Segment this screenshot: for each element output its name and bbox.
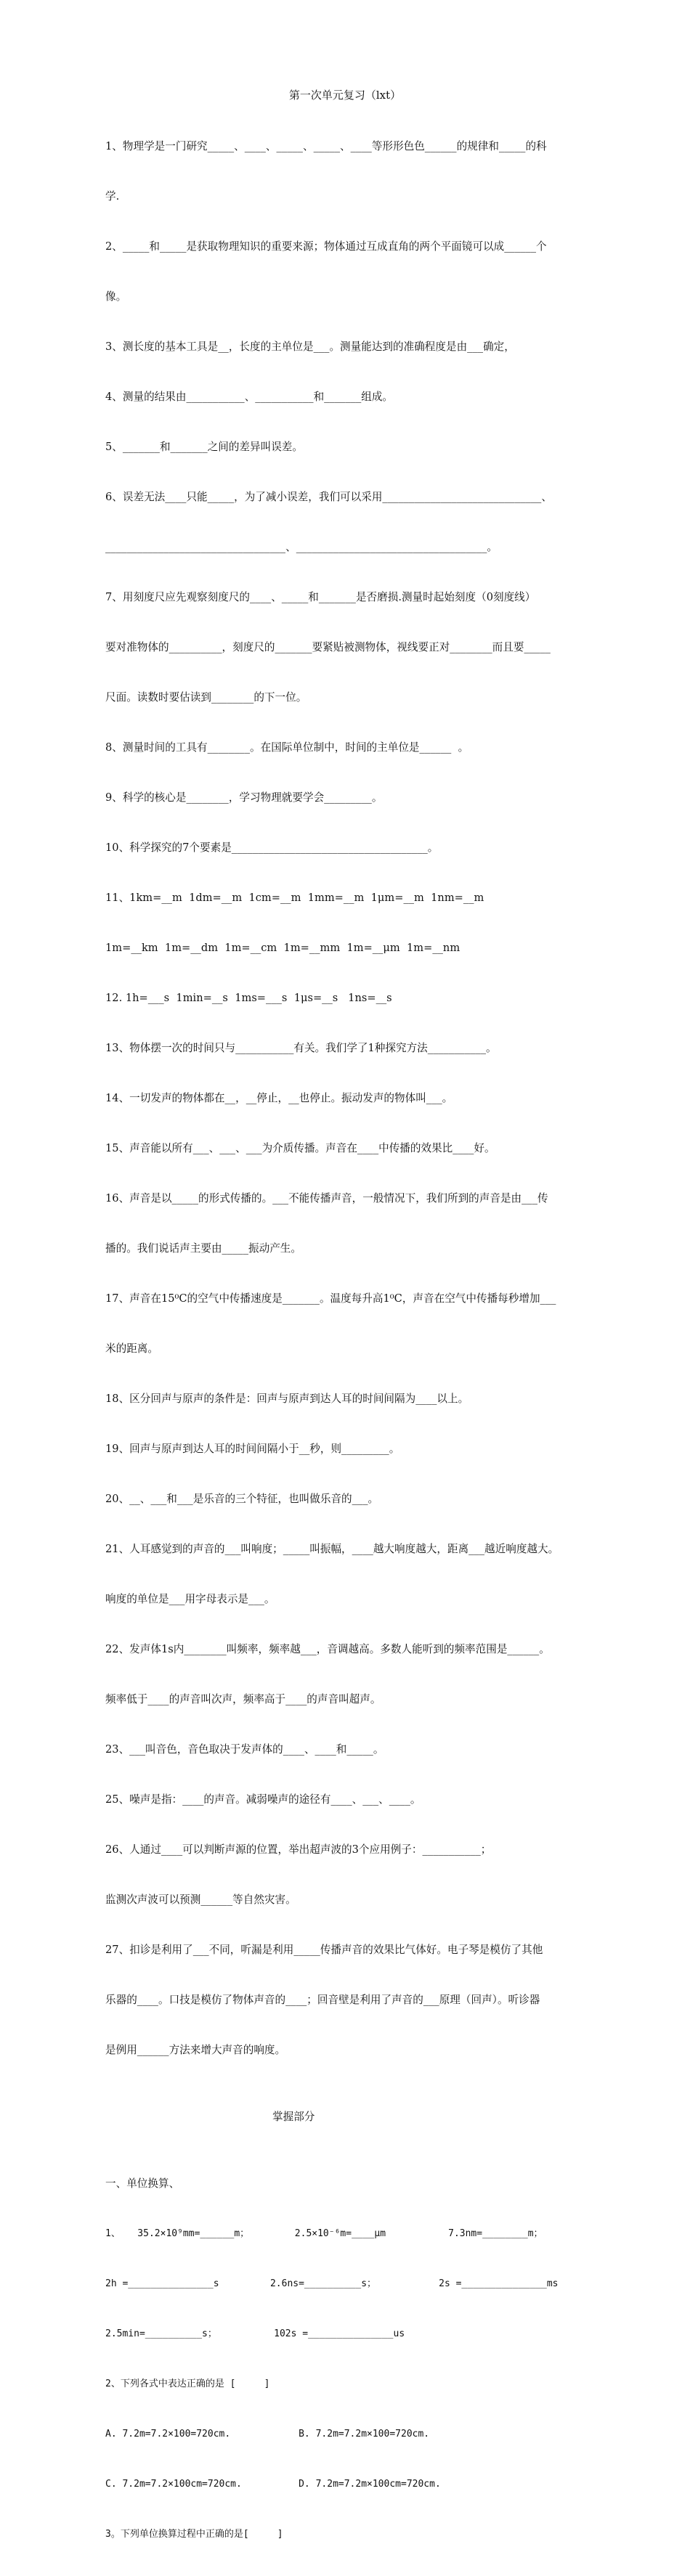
practice-line: C. 7.2m=7.2×100cm=720cm. D. 7.2m=7.2m×100cm=720cm. xyxy=(105,2479,441,2490)
text-line: 像。 xyxy=(105,290,127,303)
text-line: 9、科学的核心是________，学习物理就要学会_________。 xyxy=(105,791,383,804)
practice-line: 3。下列单位换算过程中正确的是[ ] xyxy=(105,2529,283,2540)
text-line: 15、声音能以所有___、___、___为介质传播。声音在____中传播的效果比____好。 xyxy=(105,1142,495,1154)
text-line: 14、一切发声的物体都在__，__停止，__也停止。振动发声的物体叫___。 xyxy=(105,1092,453,1104)
document-title: 第一次单元复习（lxt） xyxy=(288,89,402,102)
text-line: 学. xyxy=(105,190,120,203)
text-line: 监测次声波可以预测______等自然灾害。 xyxy=(105,1894,296,1906)
practice-line: A. 7.2m=7.2×100=720cm. B. 7.2m=7.2m×100=720cm. xyxy=(105,2429,430,2440)
text-line: 18、区分回声与原声的条件是：回声与原声到达人耳的时间间隔为____以上。 xyxy=(105,1393,469,1405)
text-line: 13、物体摆一次的时间只与___________有关。我们学了1种探究方法___________。 xyxy=(105,1042,497,1054)
text-line: 响度的单位是___用字母表示是___。 xyxy=(105,1593,275,1605)
text-line: 26、人通过____可以判断声源的位置，举出超声波的3个应用例子：___________； xyxy=(105,1843,492,1856)
text-line: __________________________________、____________________________________。 xyxy=(105,541,498,553)
text-line: 10、科学探究的7个要素是_____________________________________。 xyxy=(105,841,439,854)
text-line: 16、声音是以_____的形式传播的。___不能传播声音，一般情况下，我们所到的声音是由___传 xyxy=(105,1192,548,1205)
practice-line: 2h =_______________s 2.6ns=__________s； 2s =_______________ms xyxy=(105,2278,559,2289)
text-line: 17、声音在15⁰C的空气中传播速度是_______。温度每升高1⁰C，声音在空气中传播每秒增加___ xyxy=(105,1292,556,1305)
text-line: 是例用______方法来增大声音的响度。 xyxy=(105,2044,286,2056)
text-line: 7、用刻度尺应先观察刻度尺的____、_____和_______是否磨损.测量时起始刻度（0刻度线） xyxy=(105,591,536,603)
text-line: 6、误差无法____只能_____，为了减小误差，我们可以采用______________________________、 xyxy=(105,491,552,503)
practice-line: 2、下列各式中表达正确的是 [ ] xyxy=(105,2379,270,2389)
practice-line: 2.5min=__________s； 102s =_______________us xyxy=(105,2328,405,2339)
practice-line: 1、 35.2×10⁹mm=______m； 2.5×10⁻⁶m=____μm 7.3nm=________m； xyxy=(105,2228,543,2239)
text-line: 乐器的____。口技是模仿了物体声音的____；回音壁是利用了声音的___原理（回声）。听诊器 xyxy=(105,1994,540,2006)
text-line: 3、测长度的基本工具是__，长度的主单位是___。测量能达到的准确程度是由___确定， xyxy=(105,341,515,353)
text-line: 米的距离。 xyxy=(105,1342,158,1355)
text-line: 20、__、___和___是乐音的三个特征，也叫做乐音的___。 xyxy=(105,1493,379,1505)
text-line: 1、物理学是一门研究_____、____、_____、_____、____等形形色色______的规律和_____的科 xyxy=(105,140,547,152)
section-title: 掌握部分 xyxy=(272,2111,315,2123)
text-line: 要对准物体的__________，刻度尺的_______要紧贴被测物体，视线要正对________而且要_____ xyxy=(105,641,551,653)
text-line: 2、_____和_____是获取物理知识的重要来源；物体通过互成直角的两个平面镜可以成______个 xyxy=(105,240,547,253)
text-line: 4、测量的结果由___________、___________和_______组成。 xyxy=(105,391,394,403)
text-line: 27、扣诊是利用了___不同，听漏是利用_____传播声音的效果比气体好。电子琴是模仿了其他 xyxy=(105,1944,543,1956)
text-line: 尺面。读数时要估读到________的下一位。 xyxy=(105,691,307,704)
practice-line: 一、单位换算、 xyxy=(105,2177,180,2190)
text-line: 23、___叫音色，音色取决于发声体的____、____和_____。 xyxy=(105,1743,384,1756)
document-body xyxy=(105,105,621,2576)
text-line: 21、人耳感觉到的声音的___叫响度；_____叫振幅，____越大响度越大，距离___越近响度越大。 xyxy=(105,1543,559,1555)
text-line: 8、测量时间的工具有________。在国际单位制中，时间的主单位是______ 。 xyxy=(105,741,469,754)
text-line: 12. 1h=___s 1min=__s 1ms=___s 1μs=__s 1ns=__s xyxy=(105,992,392,1004)
text-line: 播的。我们说话声主要由_____振动产生。 xyxy=(105,1242,301,1255)
text-line: 5、_______和_______之间的差异叫误差。 xyxy=(105,441,303,453)
text-line: 25、噪声是指：____的声音。减弱噪声的途径有____、___、____。 xyxy=(105,1793,421,1806)
text-line: 19、回声与原声到达人耳的时间间隔小于__秒，则_________。 xyxy=(105,1443,400,1455)
text-line: 1m=__km 1m=__dm 1m=__cm 1m=__mm 1m=__μm 1m=__nm xyxy=(105,942,460,954)
text-line: 22、发声体1s内________叫频率，频率越___，音调越高。多数人能听到的频率范围是______。 xyxy=(105,1643,550,1655)
text-line: 频率低于____的声音叫次声，频率高于____的声音叫超声。 xyxy=(105,1693,381,1705)
text-line: 11、1km=__m 1dm=__m 1cm=__m 1mm=__m 1μm=__m 1nm=__m xyxy=(105,892,484,904)
